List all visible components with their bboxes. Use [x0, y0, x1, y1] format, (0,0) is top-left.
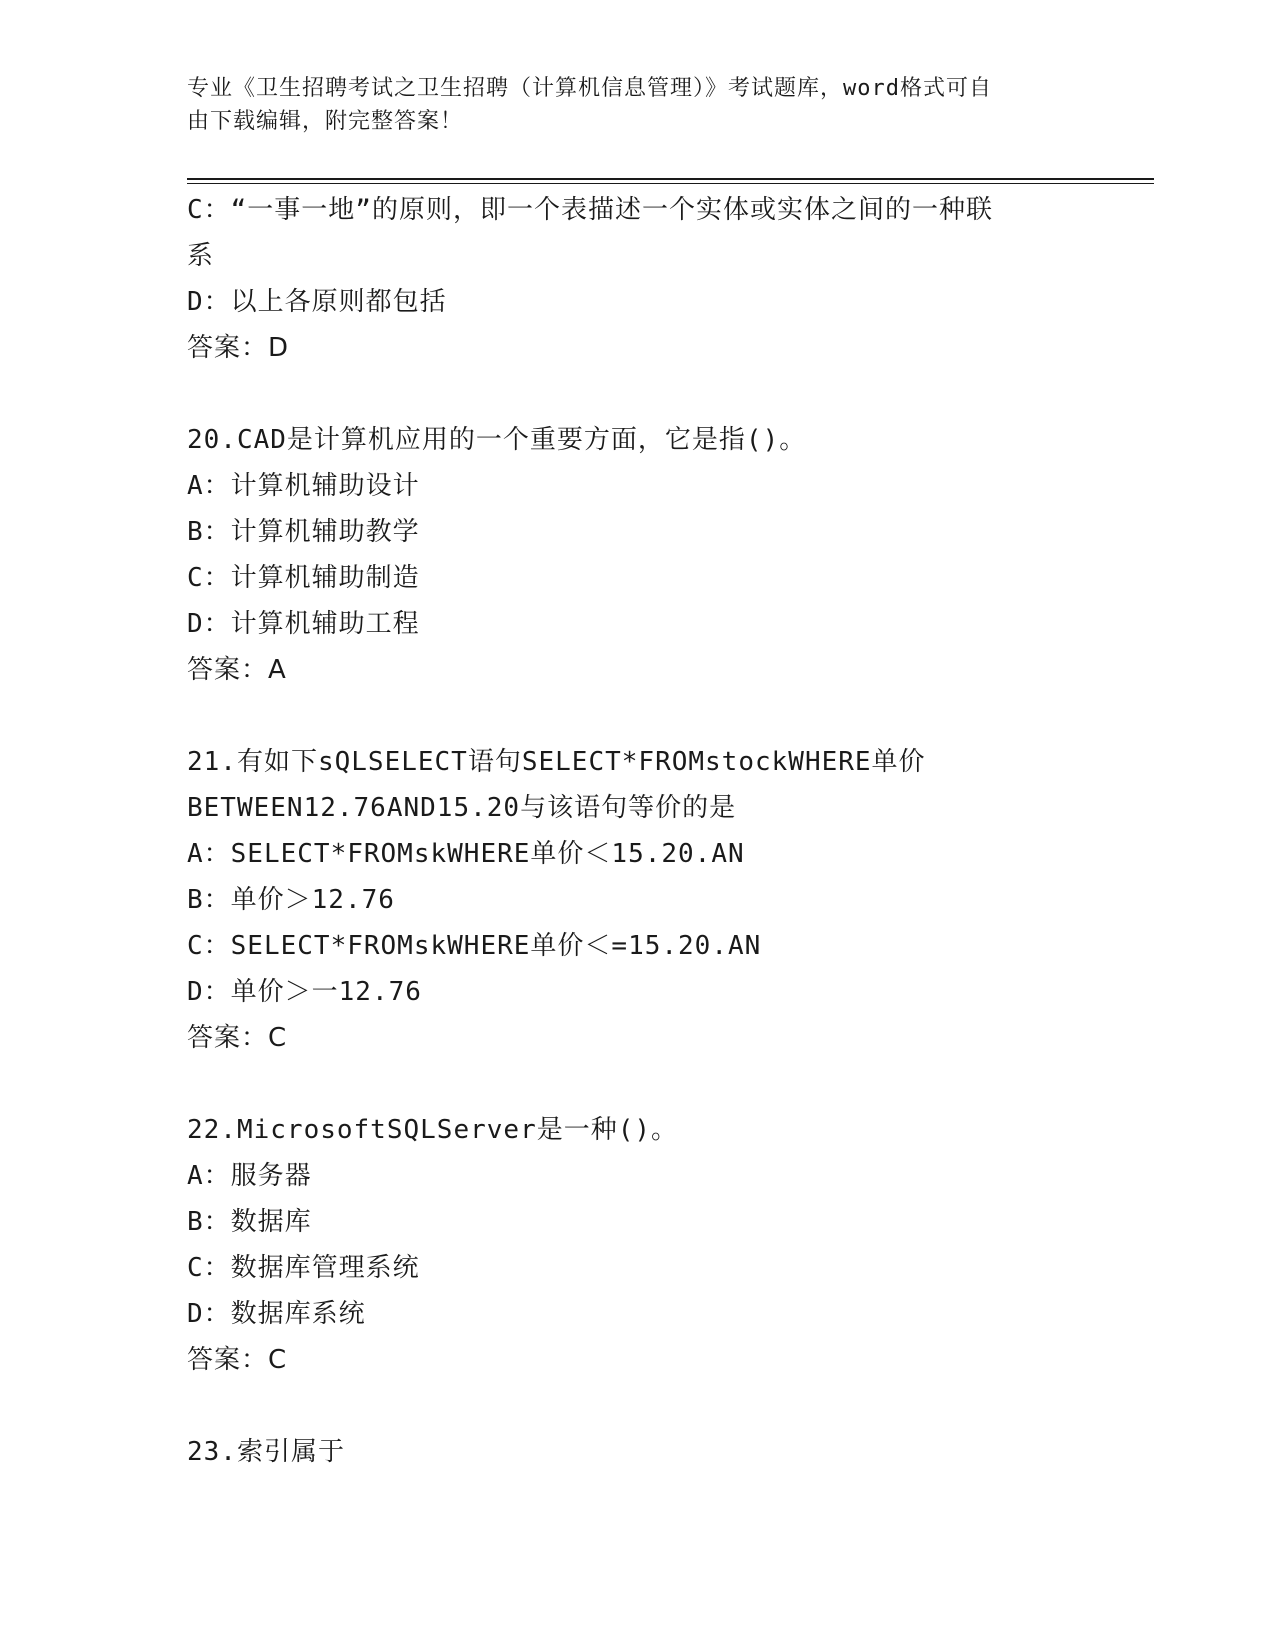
question-21-answer: 答案：C	[187, 1023, 288, 1053]
question-21-stem-line-2: BETWEEN12.76AND15.20与该语句等价的是	[187, 793, 737, 823]
option-c-line-2: 系	[187, 241, 215, 271]
spacer	[187, 1061, 1087, 1107]
question-list	[187, 187, 1087, 1475]
spacer	[187, 371, 1087, 417]
header-line-2: 由下载编辑，附完整答案！	[187, 109, 464, 134]
answer-19: 答案：D	[187, 333, 290, 363]
document-header	[187, 72, 1087, 138]
question-21-option-d: D：单价＞一12.76	[187, 977, 422, 1007]
question-20-option-c: C：计算机辅助制造	[187, 563, 420, 593]
question-21-option-b: B：单价＞12.76	[187, 885, 395, 915]
question-20-option-b: B：计算机辅助教学	[187, 517, 420, 547]
header-line-1: 专业《卫生招聘考试之卫生招聘（计算机信息管理）》考试题库，word格式可自	[187, 76, 992, 101]
question-21-stem-line-1: 21.有如下sQLSELECT语句SELECT*FROMstockWHERE单价	[187, 747, 926, 777]
spacer	[187, 693, 1087, 739]
question-22-option-d: D：数据库系统	[187, 1299, 366, 1329]
question-22-stem: 22.MicrosoftSQLServer是一种()。	[187, 1115, 679, 1145]
question-23-stem: 23.索引属于	[187, 1437, 345, 1467]
question-21-option-c: C：SELECT*FROMskWHERE单价＜=15.20.AN	[187, 931, 762, 961]
question-21-option-a: A：SELECT*FROMskWHERE单价＜15.20.AN	[187, 839, 745, 869]
question-20-option-d: D：计算机辅助工程	[187, 609, 420, 639]
question-20-answer: 答案：A	[187, 655, 287, 685]
question-22-option-a: A：服务器	[187, 1161, 312, 1191]
question-22-answer: 答案：C	[187, 1345, 288, 1375]
question-22-option-b: B：数据库	[187, 1207, 312, 1237]
option-c-line-1: C：“一事一地”的原则，即一个表描述一个实体或实体之间的一种联	[187, 195, 993, 225]
question-20-stem: 20.CAD是计算机应用的一个重要方面，它是指()。	[187, 425, 807, 455]
header-divider-thin	[187, 183, 1154, 184]
spacer	[187, 1383, 1087, 1429]
header-divider-thick	[187, 178, 1154, 180]
option-d: D：以上各原则都包括	[187, 287, 447, 317]
question-22-option-c: C：数据库管理系统	[187, 1253, 420, 1283]
question-20-option-a: A：计算机辅助设计	[187, 471, 420, 501]
